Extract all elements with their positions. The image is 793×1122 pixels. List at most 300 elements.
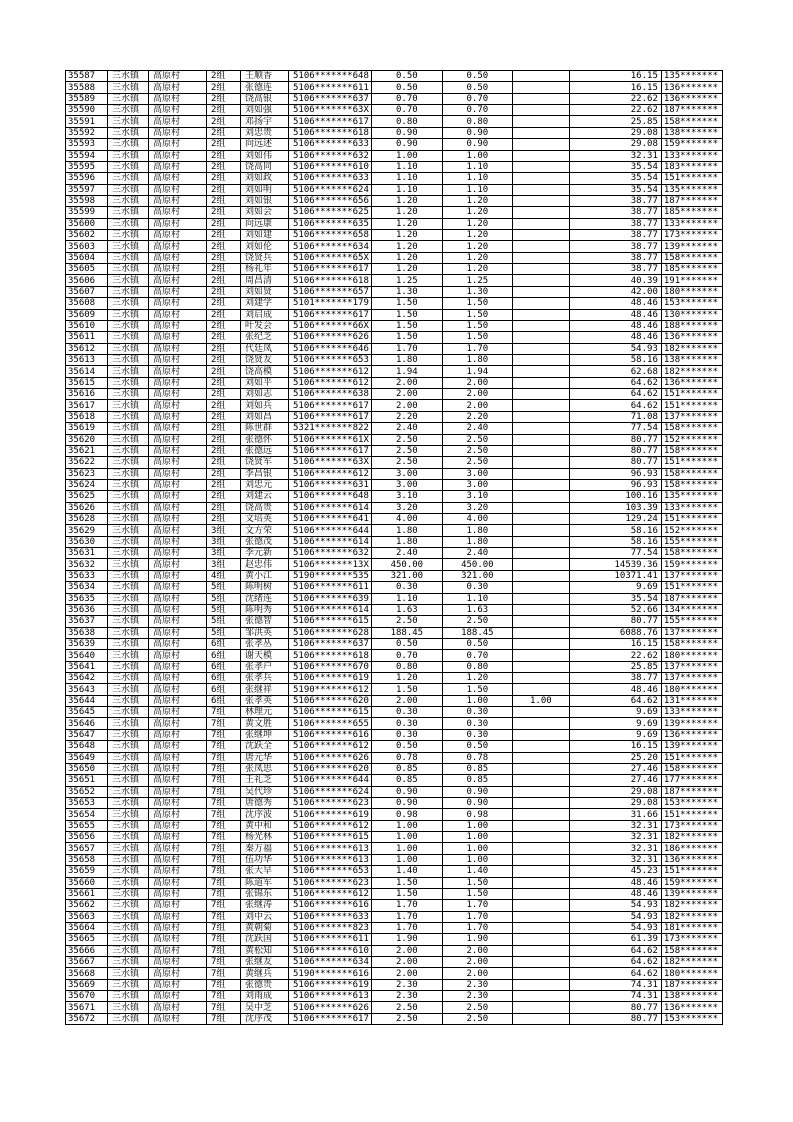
cell-area-extra [512, 525, 569, 536]
cell-area-extra [512, 877, 569, 888]
cell-id-number: 5106*******653 [289, 354, 372, 365]
cell-area-extra [512, 105, 569, 116]
cell-area-extra [512, 945, 569, 956]
cell-town: 三水镇 [108, 945, 149, 956]
cell-area-extra [512, 366, 569, 377]
cell-phone: 173******* [661, 230, 722, 241]
table-row [66, 139, 723, 150]
table-row [66, 536, 723, 547]
cell-village: 高原村 [149, 616, 207, 627]
table-row [66, 922, 723, 933]
cell-village: 高原村 [149, 900, 207, 911]
cell-area: 0.90 [371, 127, 442, 138]
cell-town: 三水镇 [108, 105, 149, 116]
cell-name: 文培英 [241, 514, 289, 525]
table-row [66, 275, 723, 286]
cell-group: 5组 [207, 582, 241, 593]
cell-group: 3组 [207, 536, 241, 547]
cell-phone: 158******* [661, 116, 722, 127]
cell-group: 2组 [207, 286, 241, 297]
cell-group: 6组 [207, 673, 241, 684]
cell-row-id: 35589 [66, 93, 108, 104]
cell-amount: 9.69 [569, 729, 661, 740]
table-row [66, 184, 723, 195]
cell-id-number: 5106*******624 [289, 184, 372, 195]
cell-town: 三水镇 [108, 854, 149, 865]
cell-town: 三水镇 [108, 616, 149, 627]
cell-amount: 25.20 [569, 752, 661, 763]
cell-phone: 131******* [661, 695, 722, 706]
cell-village: 高原村 [149, 968, 207, 979]
cell-town: 三水镇 [108, 116, 149, 127]
cell-name: 刘如志 [241, 389, 289, 400]
cell-phone: 191******* [661, 275, 722, 286]
cell-area-extra [512, 922, 569, 933]
cell-amount: 77.54 [569, 423, 661, 434]
cell-town: 三水镇 [108, 275, 149, 286]
cell-area-extra [512, 150, 569, 161]
cell-area-extra [512, 752, 569, 763]
cell-village: 高原村 [149, 673, 207, 684]
cell-area-extra [512, 763, 569, 774]
cell-group: 7组 [207, 934, 241, 945]
cell-id-number: 5321*******822 [289, 423, 372, 434]
cell-area-extra [512, 934, 569, 945]
cell-phone: 137******* [661, 570, 722, 581]
cell-area-extra [512, 661, 569, 672]
cell-amount: 103.39 [569, 502, 661, 513]
cell-town: 三水镇 [108, 139, 149, 150]
table-row [66, 468, 723, 479]
cell-row-id: 35620 [66, 434, 108, 445]
cell-amount: 38.77 [569, 230, 661, 241]
cell-row-id: 35616 [66, 389, 108, 400]
cell-town: 三水镇 [108, 71, 149, 82]
cell-phone: 151******* [661, 809, 722, 820]
table-row [66, 786, 723, 797]
cell-row-id: 35625 [66, 491, 108, 502]
cell-amount: 32.31 [569, 832, 661, 843]
cell-area-extra [512, 979, 569, 990]
cell-row-id: 35630 [66, 536, 108, 547]
cell-name: 刘忠元 [241, 479, 289, 490]
cell-area: 1.00 [371, 843, 442, 854]
cell-area: 1.50 [371, 888, 442, 899]
cell-name: 张德怀 [241, 434, 289, 445]
cell-area-extra [512, 195, 569, 206]
cell-area-extra [512, 559, 569, 570]
cell-name: 饶高同 [241, 161, 289, 172]
cell-village: 高原村 [149, 593, 207, 604]
cell-name: 陈明树 [241, 582, 289, 593]
cell-group: 2组 [207, 332, 241, 343]
cell-town: 三水镇 [108, 241, 149, 252]
cell-area-extra [512, 252, 569, 263]
cell-name: 饶贤军 [241, 457, 289, 468]
cell-name: 王顺香 [241, 71, 289, 82]
cell-id-number: 5106*******612 [289, 820, 372, 831]
cell-village: 高原村 [149, 423, 207, 434]
cell-area-extra [512, 673, 569, 684]
cell-name: 张孝兵 [241, 673, 289, 684]
table-row [66, 866, 723, 877]
cell-group: 7组 [207, 843, 241, 854]
cell-area: 1.80 [371, 354, 442, 365]
cell-id-number: 5106*******614 [289, 536, 372, 547]
cell-area-confirmed: 2.50 [442, 457, 512, 468]
cell-area-confirmed: 1.40 [442, 866, 512, 877]
cell-area-confirmed: 1.70 [442, 900, 512, 911]
cell-amount: 61.39 [569, 934, 661, 945]
cell-town: 三水镇 [108, 763, 149, 774]
cell-area-extra [512, 207, 569, 218]
cell-village: 高原村 [149, 945, 207, 956]
cell-name: 黄中和 [241, 820, 289, 831]
table-row [66, 888, 723, 899]
cell-area-confirmed: 1.50 [442, 684, 512, 695]
cell-amount: 64.62 [569, 389, 661, 400]
cell-phone: 182******* [661, 957, 722, 968]
cell-village: 高原村 [149, 661, 207, 672]
cell-village: 高原村 [149, 559, 207, 570]
cell-row-id: 35608 [66, 298, 108, 309]
cell-name: 张孝英 [241, 695, 289, 706]
table-row [66, 843, 723, 854]
cell-town: 三水镇 [108, 309, 149, 320]
cell-area: 1.50 [371, 877, 442, 888]
cell-village: 高原村 [149, 184, 207, 195]
cell-area: 1.00 [371, 832, 442, 843]
cell-id-number: 5106*******634 [289, 957, 372, 968]
cell-town: 三水镇 [108, 570, 149, 581]
cell-group: 7组 [207, 957, 241, 968]
cell-name: 刘建云 [241, 491, 289, 502]
cell-village: 高原村 [149, 843, 207, 854]
cell-name: 张德连 [241, 82, 289, 93]
cell-area-confirmed: 1.20 [442, 230, 512, 241]
cell-amount: 80.77 [569, 1002, 661, 1013]
cell-area-extra [512, 298, 569, 309]
cell-group: 7组 [207, 979, 241, 990]
cell-id-number: 5106*******646 [289, 343, 372, 354]
cell-town: 三水镇 [108, 775, 149, 786]
table-row [66, 411, 723, 422]
cell-town: 三水镇 [108, 593, 149, 604]
cell-area: 0.70 [371, 650, 442, 661]
cell-village: 高原村 [149, 570, 207, 581]
cell-area: 1.50 [371, 298, 442, 309]
cell-amount: 27.46 [569, 775, 661, 786]
cell-group: 2组 [207, 491, 241, 502]
cell-amount: 64.62 [569, 695, 661, 706]
cell-area-extra [512, 900, 569, 911]
cell-group: 2组 [207, 423, 241, 434]
cell-area: 1.94 [371, 366, 442, 377]
cell-town: 三水镇 [108, 230, 149, 241]
cell-village: 高原村 [149, 195, 207, 206]
cell-name: 饶高贵 [241, 502, 289, 513]
cell-village: 高原村 [149, 389, 207, 400]
cell-id-number: 5106*******612 [289, 377, 372, 388]
cell-amount: 25.85 [569, 661, 661, 672]
table-row [66, 752, 723, 763]
cell-row-id: 35639 [66, 638, 108, 649]
cell-row-id: 35603 [66, 241, 108, 252]
table-row [66, 957, 723, 968]
cell-row-id: 35656 [66, 832, 108, 843]
cell-area-confirmed: 2.50 [442, 445, 512, 456]
cell-area: 1.20 [371, 195, 442, 206]
cell-row-id: 35640 [66, 650, 108, 661]
cell-row-id: 35647 [66, 729, 108, 740]
cell-id-number: 5106*******635 [289, 218, 372, 229]
cell-area-confirmed: 2.00 [442, 957, 512, 968]
cell-area-confirmed: 2.00 [442, 377, 512, 388]
cell-area-extra [512, 423, 569, 434]
table-row [66, 195, 723, 206]
cell-village: 高原村 [149, 729, 207, 740]
cell-area-confirmed: 1.00 [442, 820, 512, 831]
cell-town: 三水镇 [108, 366, 149, 377]
cell-area-confirmed: 1.10 [442, 184, 512, 195]
cell-name: 黄松知 [241, 945, 289, 956]
cell-amount: 129.24 [569, 514, 661, 525]
cell-area-extra [512, 468, 569, 479]
cell-phone: 158******* [661, 638, 722, 649]
cell-id-number: 5106*******617 [289, 116, 372, 127]
cell-area-confirmed: 0.85 [442, 775, 512, 786]
cell-area: 1.50 [371, 320, 442, 331]
cell-row-id: 35670 [66, 991, 108, 1002]
cell-town: 三水镇 [108, 502, 149, 513]
cell-id-number: 5190*******616 [289, 968, 372, 979]
cell-id-number: 5106*******66X [289, 320, 372, 331]
cell-area-extra [512, 400, 569, 411]
cell-row-id: 35626 [66, 502, 108, 513]
cell-phone: 135******* [661, 71, 722, 82]
cell-village: 高原村 [149, 922, 207, 933]
table-row [66, 695, 723, 706]
cell-amount: 54.93 [569, 343, 661, 354]
cell-phone: 136******* [661, 854, 722, 865]
cell-group: 7组 [207, 718, 241, 729]
cell-group: 2组 [207, 184, 241, 195]
cell-area: 188.45 [371, 627, 442, 638]
cell-group: 7组 [207, 900, 241, 911]
cell-phone: 155******* [661, 616, 722, 627]
cell-group: 2组 [207, 82, 241, 93]
cell-amount: 25.85 [569, 116, 661, 127]
cell-row-id: 35609 [66, 309, 108, 320]
cell-amount: 16.15 [569, 638, 661, 649]
cell-amount: 29.08 [569, 786, 661, 797]
cell-group: 7组 [207, 741, 241, 752]
cell-amount: 29.08 [569, 139, 661, 150]
cell-area: 1.40 [371, 866, 442, 877]
cell-area-confirmed: 1.00 [442, 695, 512, 706]
cell-area-confirmed: 1.80 [442, 525, 512, 536]
cell-area: 0.85 [371, 763, 442, 774]
cell-id-number: 5106*******612 [289, 366, 372, 377]
cell-village: 高原村 [149, 71, 207, 82]
cell-name: 张继坤 [241, 729, 289, 740]
table-row [66, 514, 723, 525]
cell-village: 高原村 [149, 150, 207, 161]
cell-area-confirmed: 0.50 [442, 71, 512, 82]
cell-row-id: 35667 [66, 957, 108, 968]
cell-row-id: 35657 [66, 843, 108, 854]
cell-phone: 173******* [661, 934, 722, 945]
cell-name: 张孝丛 [241, 638, 289, 649]
cell-row-id: 35641 [66, 661, 108, 672]
cell-phone: 180******* [661, 684, 722, 695]
cell-area-confirmed: 1.50 [442, 332, 512, 343]
cell-name: 周昌清 [241, 275, 289, 286]
cell-group: 2组 [207, 514, 241, 525]
cell-id-number: 5106*******626 [289, 752, 372, 763]
cell-area-extra [512, 775, 569, 786]
table-row [66, 1013, 723, 1024]
cell-village: 高原村 [149, 502, 207, 513]
cell-amount: 38.77 [569, 252, 661, 263]
cell-amount: 38.77 [569, 264, 661, 275]
cell-group: 2组 [207, 400, 241, 411]
table-row [66, 150, 723, 161]
cell-row-id: 35612 [66, 343, 108, 354]
cell-area-confirmed: 2.00 [442, 968, 512, 979]
cell-village: 高原村 [149, 354, 207, 365]
cell-village: 高原村 [149, 957, 207, 968]
cell-area-confirmed: 1.50 [442, 888, 512, 899]
cell-phone: 139******* [661, 888, 722, 899]
cell-village: 高原村 [149, 548, 207, 559]
cell-village: 高原村 [149, 377, 207, 388]
cell-id-number: 5106*******632 [289, 150, 372, 161]
table-row [66, 900, 723, 911]
cell-row-id: 35599 [66, 207, 108, 218]
cell-area: 0.90 [371, 798, 442, 809]
table-row [66, 71, 723, 82]
cell-row-id: 35622 [66, 457, 108, 468]
cell-phone: 151******* [661, 514, 722, 525]
cell-row-id: 35596 [66, 173, 108, 184]
cell-phone: 151******* [661, 752, 722, 763]
cell-area: 1.50 [371, 684, 442, 695]
cell-area-confirmed: 0.90 [442, 786, 512, 797]
cell-area: 2.00 [371, 945, 442, 956]
cell-group: 2组 [207, 320, 241, 331]
cell-town: 三水镇 [108, 536, 149, 547]
cell-village: 高原村 [149, 536, 207, 547]
cell-group: 7组 [207, 888, 241, 899]
cell-phone: 134******* [661, 604, 722, 615]
cell-row-id: 35623 [66, 468, 108, 479]
cell-area-confirmed: 2.00 [442, 389, 512, 400]
cell-name: 唐德秀 [241, 798, 289, 809]
cell-phone: 183******* [661, 161, 722, 172]
cell-area-extra [512, 684, 569, 695]
cell-name: 张大早 [241, 866, 289, 877]
cell-amount: 35.54 [569, 593, 661, 604]
cell-town: 三水镇 [108, 866, 149, 877]
cell-town: 三水镇 [108, 434, 149, 445]
cell-amount: 32.31 [569, 150, 661, 161]
table-row [66, 105, 723, 116]
cell-phone: 153******* [661, 298, 722, 309]
cell-id-number: 5106*******610 [289, 945, 372, 956]
cell-town: 三水镇 [108, 979, 149, 990]
cell-group: 7组 [207, 991, 241, 1002]
cell-amount: 64.62 [569, 377, 661, 388]
cell-town: 三水镇 [108, 377, 149, 388]
cell-town: 三水镇 [108, 877, 149, 888]
cell-id-number: 5106*******617 [289, 1013, 372, 1024]
cell-village: 高原村 [149, 366, 207, 377]
cell-village: 高原村 [149, 457, 207, 468]
cell-row-id: 35663 [66, 911, 108, 922]
cell-name: 张凤思 [241, 763, 289, 774]
cell-town: 三水镇 [108, 888, 149, 899]
table-row [66, 457, 723, 468]
cell-area: 2.40 [371, 423, 442, 434]
cell-area: 0.30 [371, 729, 442, 740]
cell-area-extra [512, 968, 569, 979]
cell-phone: 159******* [661, 877, 722, 888]
cell-village: 高原村 [149, 479, 207, 490]
cell-phone: 180******* [661, 968, 722, 979]
cell-id-number: 5106*******612 [289, 888, 372, 899]
cell-amount: 35.54 [569, 161, 661, 172]
cell-area-extra [512, 264, 569, 275]
cell-area: 1.20 [371, 218, 442, 229]
cell-town: 三水镇 [108, 468, 149, 479]
cell-village: 高原村 [149, 525, 207, 536]
cell-town: 三水镇 [108, 389, 149, 400]
cell-area-confirmed: 0.70 [442, 105, 512, 116]
cell-village: 高原村 [149, 877, 207, 888]
cell-town: 三水镇 [108, 525, 149, 536]
cell-area-confirmed: 4.00 [442, 514, 512, 525]
cell-group: 7组 [207, 1013, 241, 1024]
cell-id-number: 5106*******624 [289, 786, 372, 797]
cell-name: 吴代珍 [241, 786, 289, 797]
table-row [66, 389, 723, 400]
table-row [66, 218, 723, 229]
cell-amount: 9.69 [569, 707, 661, 718]
cell-area-confirmed: 0.30 [442, 729, 512, 740]
cell-name: 刘忠贵 [241, 127, 289, 138]
cell-id-number: 5106*******644 [289, 775, 372, 786]
cell-area-extra [512, 184, 569, 195]
cell-row-id: 35650 [66, 763, 108, 774]
cell-amount: 48.46 [569, 888, 661, 899]
cell-phone: 173******* [661, 820, 722, 831]
cell-amount: 54.93 [569, 900, 661, 911]
cell-id-number: 5106*******612 [289, 468, 372, 479]
cell-group: 3组 [207, 548, 241, 559]
cell-area-confirmed: 0.50 [442, 741, 512, 752]
cell-phone: 151******* [661, 173, 722, 184]
cell-name: 沈跃国 [241, 934, 289, 945]
table-row [66, 320, 723, 331]
cell-area: 1.20 [371, 207, 442, 218]
cell-area-extra [512, 127, 569, 138]
table-row [66, 354, 723, 365]
cell-row-id: 35605 [66, 264, 108, 275]
table-row [66, 127, 723, 138]
cell-phone: 138******* [661, 127, 722, 138]
cell-row-id: 35593 [66, 139, 108, 150]
